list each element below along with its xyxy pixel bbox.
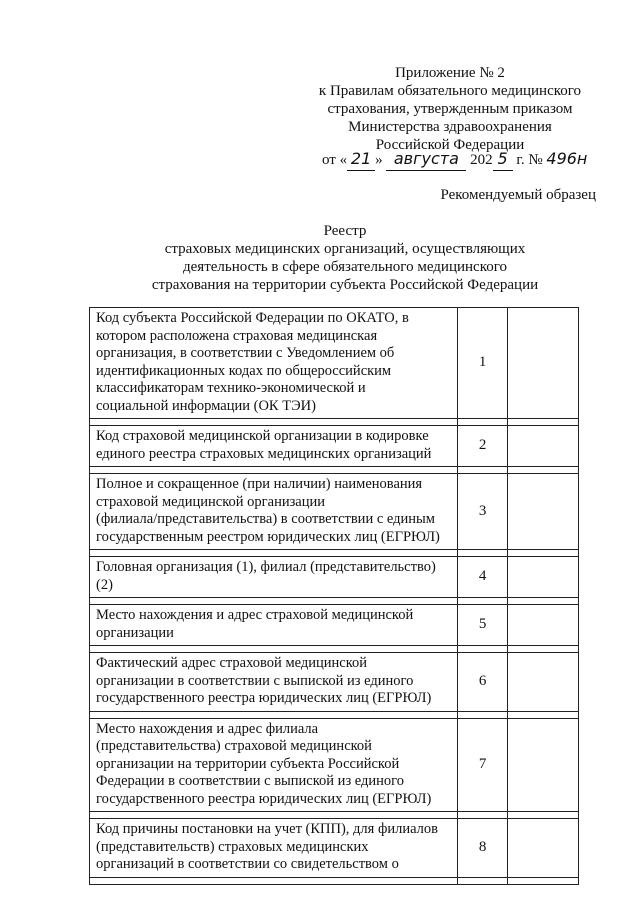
field-description-cell xyxy=(90,718,458,812)
register-title-line: страхования на территории субъекта Российской Федерации xyxy=(151,277,539,293)
table-spacer-row xyxy=(90,467,579,474)
register-title-line: деятельность в сфере обязательного медицинского xyxy=(183,259,507,275)
table-row xyxy=(90,426,579,467)
register-table xyxy=(89,307,579,885)
field-description-line: котором расположена страховая медицинская xyxy=(96,327,378,344)
spacer-cell xyxy=(90,550,458,557)
table-row xyxy=(90,653,579,712)
field-description-line: организаций в соответствии со свидетельством о xyxy=(96,856,399,872)
field-description-line: государственным реестром юридических лиц (ЕГРЮЛ) xyxy=(96,528,440,545)
spacer-cell xyxy=(508,711,579,718)
table-spacer-row xyxy=(90,419,579,426)
spacer-cell xyxy=(90,711,458,718)
field-number-cell: 7 xyxy=(458,718,508,812)
spacer-cell xyxy=(90,646,458,653)
field-value-cell xyxy=(508,605,579,646)
appendix-line: Российской Федерации xyxy=(375,137,525,153)
appendix-line: страхования, утвержденным приказом xyxy=(327,101,573,117)
field-description-line: (филиала/представительства) в соответствии с единым xyxy=(96,511,435,527)
year-prefix: 202 xyxy=(470,152,493,168)
field-description-line: организации на территории субъекта Российской xyxy=(96,755,400,772)
spacer-cell xyxy=(90,419,458,426)
field-description-cell xyxy=(90,653,458,712)
field-description-line: Код субъекта Российской Федерации по ОКАТО, в xyxy=(96,310,409,326)
field-value-cell xyxy=(508,308,579,419)
spacer-cell xyxy=(508,646,579,653)
register-title xyxy=(95,222,595,294)
appendix-line: Министерства здравоохранения xyxy=(348,119,552,135)
field-description-line: Место нахождения и адрес филиала xyxy=(96,720,319,737)
field-number-cell: 8 xyxy=(458,819,508,878)
spacer-cell xyxy=(508,419,579,426)
spacer-cell xyxy=(458,646,508,653)
field-description-line: (представительств) страховых медицинских xyxy=(96,838,369,855)
field-description-line: единого реестра страховых медицинских организаций xyxy=(96,445,432,462)
table-row xyxy=(90,819,579,878)
field-description-cell xyxy=(90,426,458,467)
spacer-cell xyxy=(458,598,508,605)
field-description-line: Место нахождения и адрес страховой медицинской xyxy=(96,607,414,623)
register-title-line: страховых медицинских организаций, осуществляющих xyxy=(164,241,526,257)
field-description-line: организации xyxy=(96,624,174,641)
table-row xyxy=(90,474,579,550)
spacer-cell xyxy=(508,812,579,819)
table-spacer-row xyxy=(90,877,579,884)
spacer-cell xyxy=(458,467,508,474)
spacer-cell xyxy=(90,598,458,605)
field-description-cell xyxy=(90,308,458,419)
spacer-cell xyxy=(90,877,458,884)
field-description-line: классификаторам технико-экономической и xyxy=(96,380,366,396)
field-description-line: Код причины постановки на учет (КПП), для филиалов xyxy=(96,821,439,837)
field-description-line: социальной информации (ОК ТЭИ) xyxy=(96,397,316,414)
field-description-line: Федерации в соответствии с выпиской из единого xyxy=(96,773,405,789)
table-spacer-row xyxy=(90,711,579,718)
spacer-cell xyxy=(458,877,508,884)
table-row xyxy=(90,557,579,598)
field-number-cell: 1 xyxy=(458,308,508,419)
spacer-cell xyxy=(90,467,458,474)
field-description-line: Головная организация (1), филиал (представительство) xyxy=(96,559,436,575)
field-description-cell xyxy=(90,605,458,646)
field-description-line: страховой медицинской организации xyxy=(96,493,326,510)
field-description-line: (2) xyxy=(96,576,113,593)
field-description-line: государственного реестра юридических лиц (ЕГРЮЛ) xyxy=(96,690,432,706)
field-description-line: (представительства) страховой медицинской xyxy=(96,738,372,754)
spacer-cell xyxy=(508,598,579,605)
field-value-cell xyxy=(508,653,579,712)
handwritten-year-digit: 5 xyxy=(493,148,513,171)
spacer-cell xyxy=(90,812,458,819)
spacer-cell xyxy=(508,550,579,557)
spacer-cell xyxy=(458,711,508,718)
date-prefix: от « xyxy=(322,152,348,168)
field-value-cell xyxy=(508,474,579,550)
field-number-cell: 3 xyxy=(458,474,508,550)
field-description-cell xyxy=(90,474,458,550)
field-number-cell: 2 xyxy=(458,426,508,467)
table-row xyxy=(90,308,579,419)
field-description-cell xyxy=(90,557,458,598)
date-separator: » xyxy=(375,152,383,168)
spacer-cell xyxy=(458,550,508,557)
field-number-cell: 6 xyxy=(458,653,508,712)
field-number-cell: 4 xyxy=(458,557,508,598)
table-spacer-row xyxy=(90,812,579,819)
field-value-cell xyxy=(508,557,579,598)
register-table-body xyxy=(90,308,579,885)
spacer-cell xyxy=(458,812,508,819)
field-description-line: организация, в соответствии с Уведомлением об xyxy=(96,345,395,361)
field-description-line: организации в соответствии с выпиской из единого xyxy=(96,672,414,689)
field-description-line: Код страховой медицинской организации в кодировке xyxy=(96,428,429,444)
table-spacer-row xyxy=(90,646,579,653)
recommended-sample-label: Рекомендуемый образец xyxy=(440,187,596,203)
table-spacer-row xyxy=(90,598,579,605)
field-description-line: Полное и сокращенное (при наличии) наименования xyxy=(96,476,423,492)
field-value-cell xyxy=(508,426,579,467)
handwritten-day: 21 xyxy=(347,148,375,171)
order-number-prefix: г. № xyxy=(516,152,543,168)
appendix-header xyxy=(300,64,600,154)
table-row xyxy=(90,718,579,812)
spacer-cell xyxy=(458,419,508,426)
field-description-line: Фактический адрес страховой медицинской xyxy=(96,655,368,671)
table-row xyxy=(90,605,579,646)
field-description-cell xyxy=(90,819,458,878)
register-title-line: Реестр xyxy=(323,223,367,239)
appendix-line: Приложение № 2 xyxy=(395,65,505,81)
order-date-line xyxy=(322,148,594,171)
appendix-line: к Правилам обязательного медицинского xyxy=(318,83,582,99)
handwritten-month: августа xyxy=(386,148,466,171)
field-description-line: государственного реестра юридических лиц (ЕГРЮЛ) xyxy=(96,790,432,807)
spacer-cell xyxy=(508,467,579,474)
spacer-cell xyxy=(508,877,579,884)
field-description-line: идентификационных кодах по общероссийским xyxy=(96,362,392,379)
field-number-cell: 5 xyxy=(458,605,508,646)
table-spacer-row xyxy=(90,550,579,557)
handwritten-order-number: 496н xyxy=(546,149,588,168)
field-value-cell xyxy=(508,718,579,812)
field-value-cell xyxy=(508,819,579,878)
